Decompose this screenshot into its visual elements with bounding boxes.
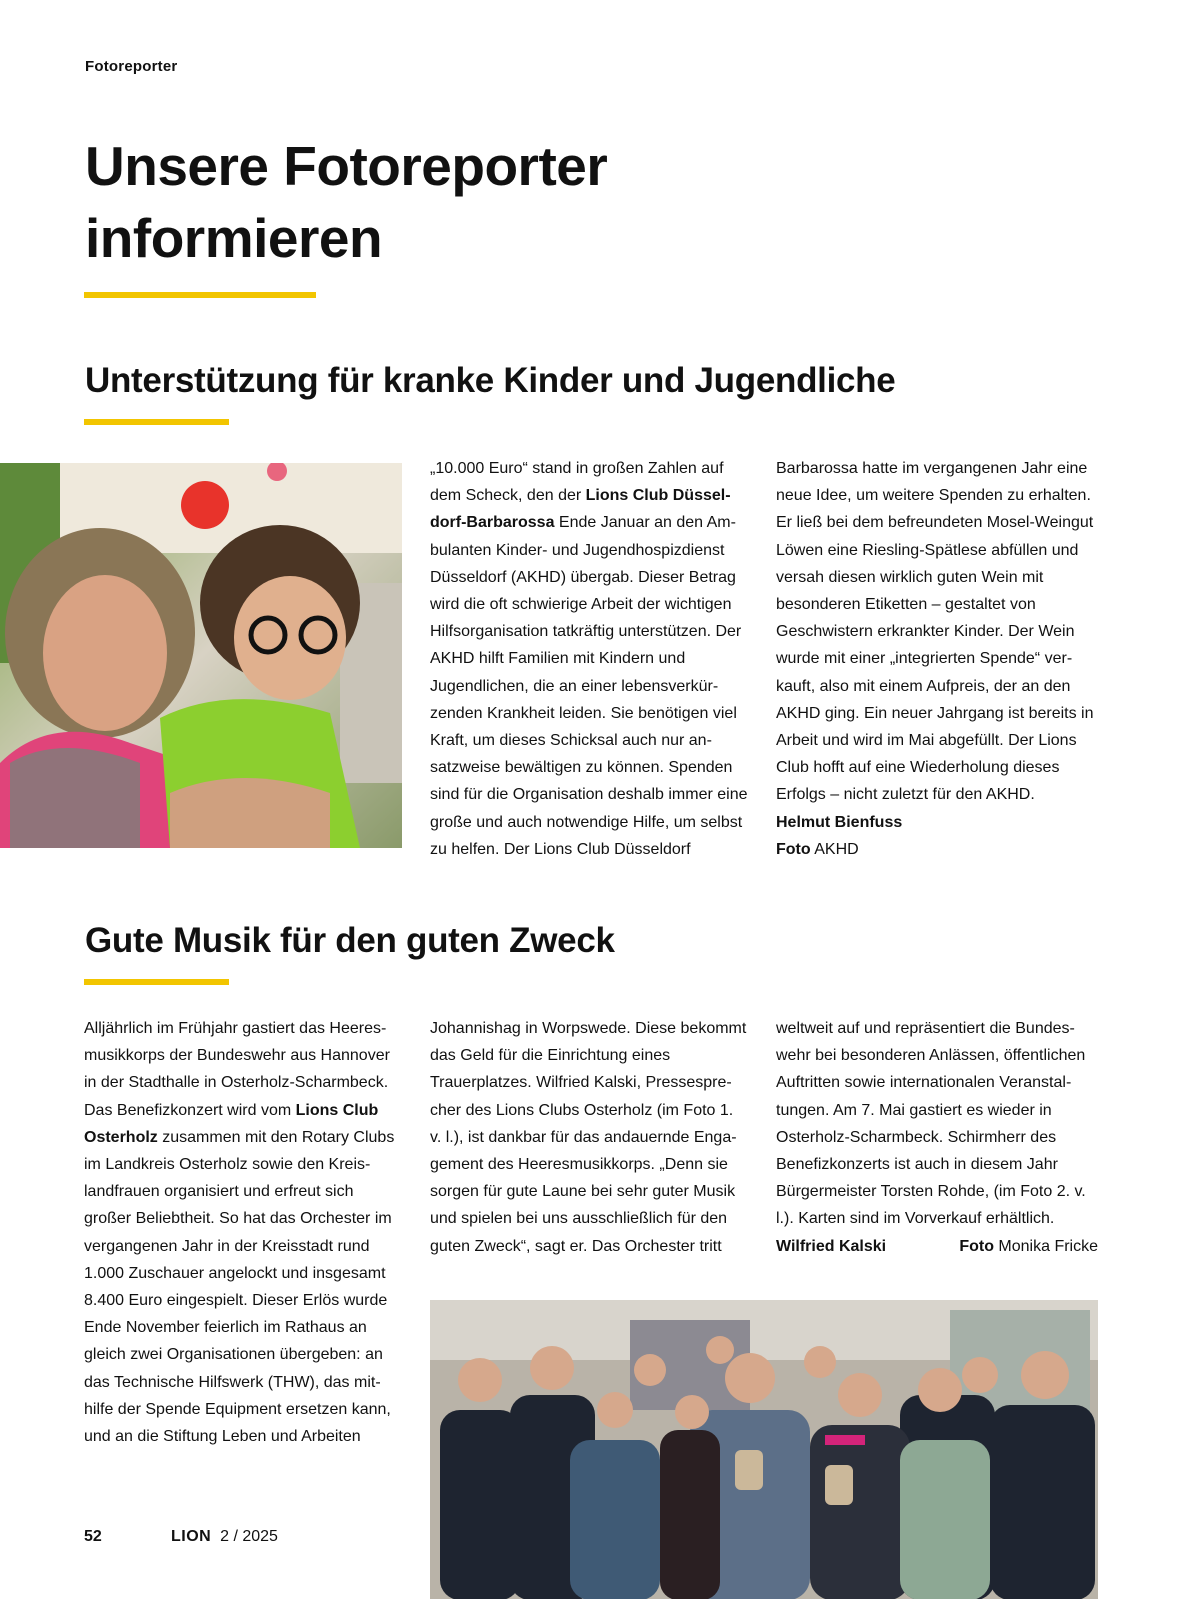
- magazine-footer: [171, 1528, 278, 1546]
- article1-col1-text-a: „10.000 Euro“ stand in großen Zahlen auf dem Scheck, den der: [430, 460, 724, 505]
- article1-photo: [0, 463, 402, 848]
- article2-col2-text: Johannishag in Worpswede. Diese bekommt das Geld für die Einrichtung eines Trauerplatzes. Wilfried Kalski, Pressesprecher des Lions Clubs Osterholz (im Foto 1. v. l.), ist dankbar für das andauernde Engagement des Heeresmusikkorps. „Denn sie sorgen für gute Laune bei sehr guter Musik und spielen bei uns ausschließlich für den guten Zweck“, sagt er. Das Orchester tritt: [430, 1020, 747, 1255]
- article2-group-photo: [430, 1300, 1098, 1599]
- article2-author: Wilfried Kalski: [776, 1237, 887, 1255]
- page-number: 52: [84, 1528, 102, 1545]
- article1-col2-text: Barbarossa hatte im vergangenen Jahr eine neue Idee, um weitere Spenden zu erhalten. Er ließ bei dem befreundeten Mosel-Weingut Löwen eine Riesling-Spätlese abfüllen und versah diesen wirklich guten Wein mit besonderen Etiketten – gestaltet von Geschwistern erkrankter Kinder. Der Wein wurde mit einer „integrierten Spende“ verkauft, also mit einem Aufpreis, der an den AKHD ging. Ein neuer Jahrgang ist bereits in Arbeit und wird im Mai abgefüllt. Der Lions Club hofft auf eine Wiederholung dieses Erfolgs – nicht zuletzt für den AKHD.: [776, 460, 1094, 804]
- magazine-name: LION: [171, 1528, 212, 1545]
- article1-column-1: [430, 455, 748, 863]
- issue-number: 2 / 2025: [220, 1528, 278, 1545]
- article1-title: Unterstützung für kranke Kinder und Jugendliche: [85, 361, 896, 400]
- group-photo-illustration: [430, 1300, 1098, 1599]
- article1-col1-text-b: Ende Januar an den Ambulanten Kinder- und Jugendhospizdienst Düsseldorf (AKHD) übergab. Dieser Betrag wird die oft schwierige Arbeit der wichtigen Hilfsorganisation tatkräftig unterstützen. Der AKHD hilft Familien mit Kindern und Jugendlichen, die an einer lebensverkürzenden Krankheit leiden. Sie benötigen viel Kraft, um dieses Schicksal auch nur ansatzweise bewältigen zu können. Spenden sind für die Organisation deshalb immer eine große und auch notwendige Hilfe, um selbst zu helfen. Der Lions Club Düsseldorf: [430, 514, 748, 858]
- title-accent-rule: [84, 292, 316, 298]
- page-title-line2: informieren: [85, 207, 383, 269]
- article2-col3-text: weltweit auf und repräsentiert die Bundeswehr bei besonderen Anlässen, öffentlichen Auftritten sowie internationalen Veranstaltungen. Am 7. Mai gastiert es wieder in Osterholz-Scharmbeck. Schirmherr des Benefizkonzerts ist auch in diesem Jahr Bürgermeister Torsten Rohde, (im Foto 2. v. l.). Karten sind im Vorverkauf erhältlich.: [776, 1020, 1086, 1228]
- article2-title: Gute Musik für den guten Zweck: [85, 921, 615, 960]
- page-title-line1: Unsere Fotoreporter: [85, 135, 608, 197]
- children-photo-illustration: [0, 463, 402, 848]
- article1-photo-credit: AKHD: [810, 840, 859, 858]
- article2-credits: [776, 1233, 1098, 1260]
- article2-photo-credit: Monika Fricke: [993, 1237, 1098, 1255]
- article2-column-2: [430, 1015, 748, 1260]
- article2-col1-text-a: Alljährlich im Frühjahr gastiert das Heeresmusikkorps der Bundeswehr aus Hannover in der Stadthalle in Osterholz-Scharmbeck. Das Benefizkonzert wird vom: [84, 1020, 390, 1119]
- page-title: [85, 130, 785, 274]
- section-kicker: Fotoreporter: [85, 58, 178, 75]
- article1-photo-label: Foto: [776, 840, 811, 858]
- article2-accent-rule: [84, 979, 229, 985]
- club-name-duesseldorf: Lions Club Düsseldorf-Barbarossa: [430, 487, 731, 532]
- article2-photo-label: Foto: [959, 1237, 994, 1255]
- club-name-osterholz: Lions Club Osterholz: [84, 1101, 379, 1146]
- article1-accent-rule: [84, 419, 229, 425]
- article1-column-2: [776, 455, 1098, 863]
- article2-col1-text-b: zusammen mit den Rotary Clubs im Landkreis Osterholz sowie den Kreislandfrauen organisiert und erfreut sich großer Beliebtheit. So hat das Orchester im vergangenen Jahr in der Kreisstadt rund 1.000 Zuschauer angelockt und insgesamt 8.400 Euro eingespielt. Dieser Erlös wurde Ende November feierlich im Rathaus an gleich zwei Organisationen übergeben: an das Technische Hilfswerk (THW), das mithilfe der Spende Equipment ersetzen kann, und an die Stiftung Leben und Arbeiten: [84, 1128, 395, 1446]
- article2-column-3: [776, 1015, 1098, 1260]
- article1-author: Helmut Bienfuss: [776, 813, 903, 831]
- article2-column-1: [84, 1015, 404, 1450]
